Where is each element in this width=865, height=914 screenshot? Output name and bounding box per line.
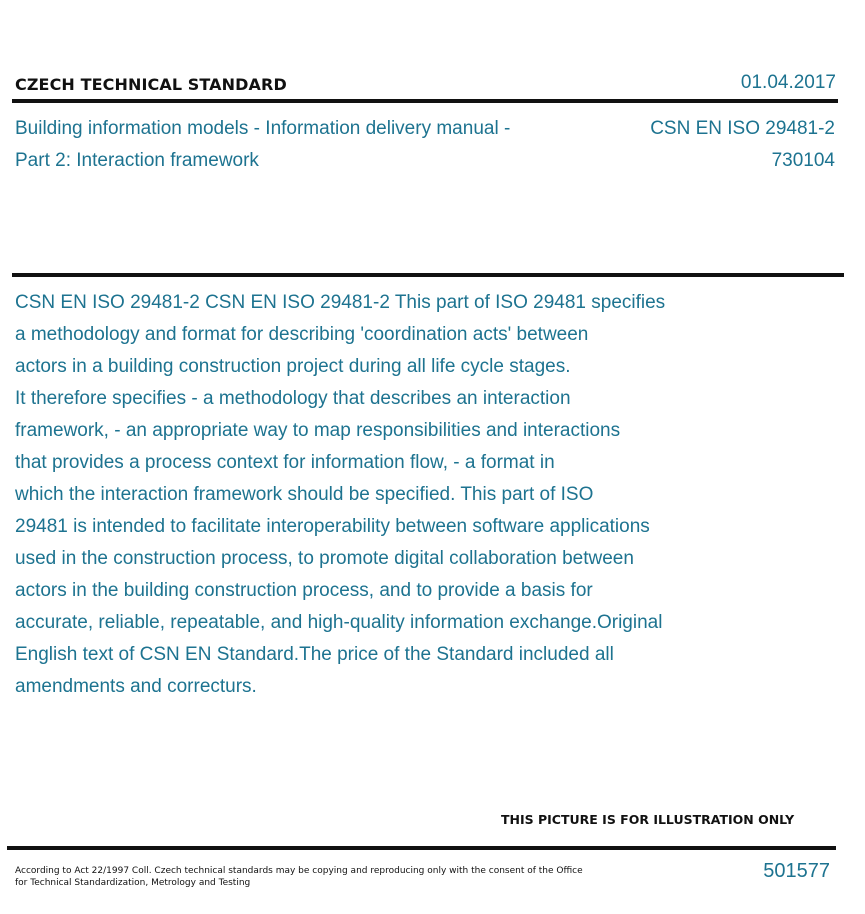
document-id: 501577 <box>763 860 830 882</box>
section-divider <box>12 273 844 277</box>
publication-date: 01.04.2017 <box>740 72 836 93</box>
footer-divider <box>7 846 836 850</box>
header-divider <box>12 99 838 103</box>
standard-description: CSN EN ISO 29481-2 CSN EN ISO 29481-2 This part of ISO 29481 specifies a methodology and format for describing 'coordination acts' between actors in a building construction project during all life cycle stages. It therefore specifies - a methodology that describes an interaction framework, - an appropriate way to map responsibilities and interactions that provides a process context for information flow, - a format in which the interaction framework should be specified. This part of ISO 29481 is intended to facilitate interoperability between software applications used in the construction process, to promote digital collaboration between actors in the building construction process, and to provide a basis for accurate, reliable, repeatable, and high-quality information exchange.Original English text of CSN EN Standard.The price of the Standard included all amendments and correcturs. <box>15 292 666 697</box>
standard-identifiers <box>650 113 835 177</box>
illustration-note: THIS PICTURE IS FOR ILLUSTRATION ONLY <box>501 812 795 827</box>
legal-notice: According to Act 22/1997 Coll. Czech technical standards may be copying and reproducing only with the consent of the Office for Technical Standardization, Metrology and Testing <box>15 866 583 888</box>
document-type-title: CZECH TECHNICAL STANDARD <box>15 75 287 94</box>
standard-title: Building information models - Information delivery manual - Part 2: Interaction framework <box>15 118 511 171</box>
standard-number: CSN EN ISO 29481-2 <box>650 118 835 139</box>
standard-code: 730104 <box>771 150 835 171</box>
